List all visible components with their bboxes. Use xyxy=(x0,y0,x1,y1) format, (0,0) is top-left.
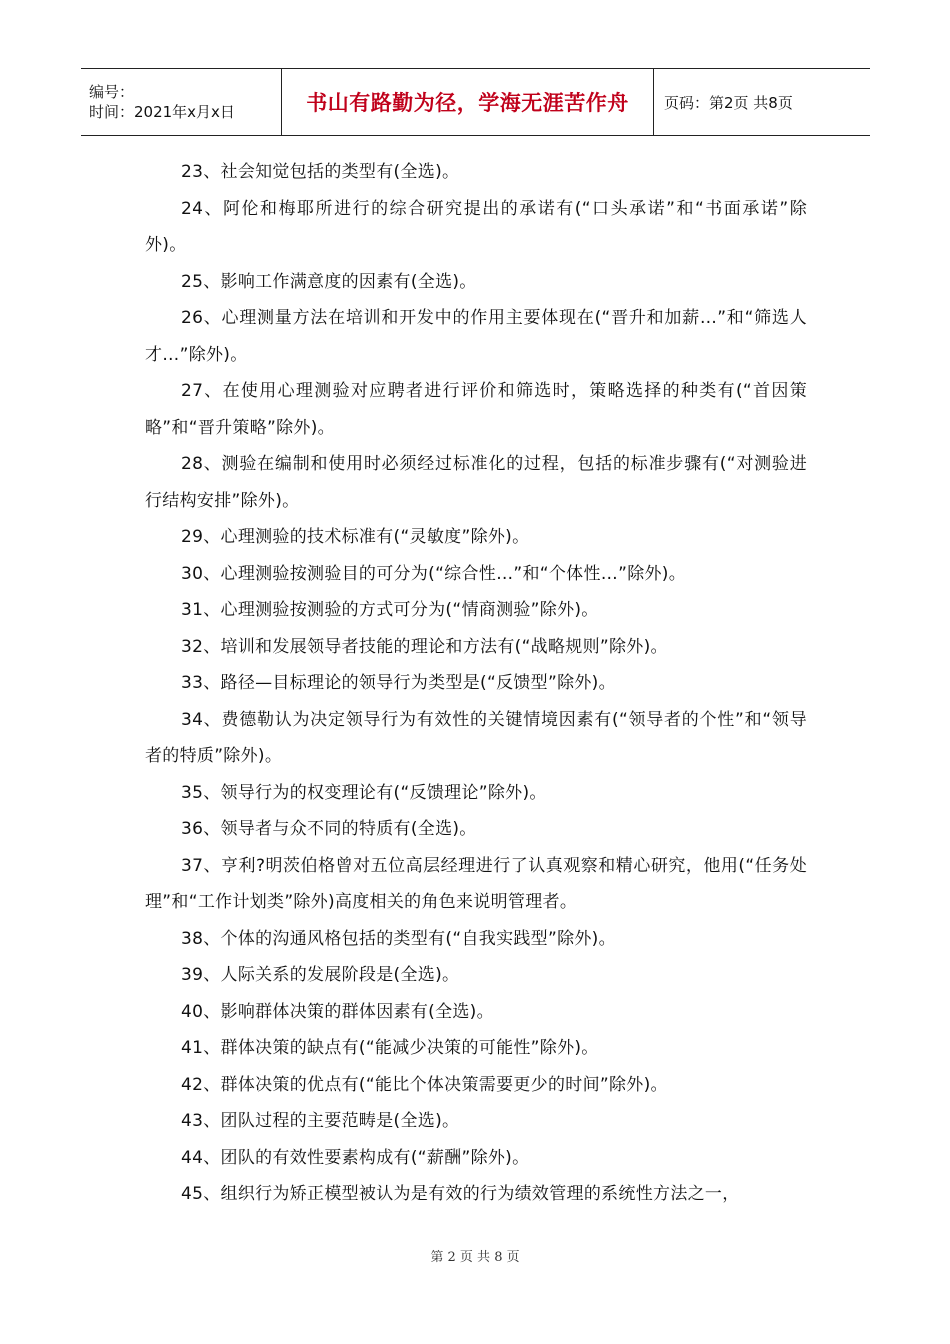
paragraph-31: 31、心理测验按测验的方式可分为(“情商测验”除外)。 xyxy=(181,600,599,620)
paragraph-38: 38、个体的沟通风格包括的类型有(“自我实践型”除外)。 xyxy=(181,928,616,949)
header-page-info: 页码：第2页 共8页 xyxy=(664,93,793,112)
paragraph-42: 42、群体决策的优点有(“能比个体决策需要更少的时间”除外)。 xyxy=(181,1074,668,1095)
header-left-cell xyxy=(81,69,282,135)
paragraph-27: 27、在使用心理测验对应聘者进行评价和筛选时，策略选择的种类有(“首因策略”和“晋升策略”除外)。 xyxy=(145,381,807,438)
paragraph-43: 43、团队过程的主要范畴是(全选)。 xyxy=(181,1111,460,1131)
paragraph-40: 40、影响群体决策的群体因素有(全选)。 xyxy=(181,1001,494,1022)
paragraph-39: 39、人际关系的发展阶段是(全选)。 xyxy=(181,965,460,985)
document-body xyxy=(145,154,807,1213)
paragraph-34: 34、费德勒认为决定领导行为有效性的关键情境因素有(“领导者的个性”和“领导者的特质”除外)。 xyxy=(145,709,807,766)
paragraph-44: 44、团队的有效性要素构成有(“薪酬”除外)。 xyxy=(181,1147,530,1168)
paragraph-37: 37、亨利?明茨伯格曾对五位高层经理进行了认真观察和精心研究，他用(“任务处理”和“工作计划类”除外)高度相关的角色来说明管理者。 xyxy=(145,855,807,912)
paragraph-35: 35、领导行为的权变理论有(“反馈理论”除外)。 xyxy=(181,782,547,803)
paragraph-26: 26、心理测量方法在培训和开发中的作用主要体现在(“晋升和加薪…”和“筛选人才…”除外)。 xyxy=(145,308,807,365)
paragraph-24: 24、阿伦和梅耶所进行的综合研究提出的承诺有(“口头承诺”和“书面承诺”除外)。 xyxy=(145,198,807,255)
paragraph-28: 28、测验在编制和使用时必须经过标准化的过程，包括的标准步骤有(“对测验进行结构安排”除外)。 xyxy=(145,454,807,511)
page-footer: 第 2 页 共 8 页 xyxy=(430,1250,520,1265)
number-label: 编号： xyxy=(89,83,135,101)
paragraph-45: 45、组织行为矫正模型被认为是有效的行为绩效管理的系统性方法之一， xyxy=(181,1184,740,1204)
paragraph-30: 30、心理测验按测验目的可分为(“综合性…”和“个体性…”除外)。 xyxy=(181,563,687,584)
page-header xyxy=(81,68,870,136)
paragraph-23: 23、社会知觉包括的类型有(全选)。 xyxy=(181,162,460,182)
paragraph-33: 33、路径—目标理论的领导行为类型是(“反馈型”除外)。 xyxy=(181,673,616,693)
date-label: 时间：2021年x月x日 xyxy=(89,103,235,121)
header-motto: 书山有路勤为径，学海无涯苦作舟 xyxy=(282,69,654,135)
paragraph-36: 36、领导者与众不同的特质有(全选)。 xyxy=(181,819,477,839)
paragraph-29: 29、心理测验的技术标准有(“灵敏度”除外)。 xyxy=(181,527,530,547)
paragraph-25: 25、影响工作满意度的因素有(全选)。 xyxy=(181,271,477,292)
paragraph-32: 32、培训和发展领导者技能的理论和方法有(“战略规则”除外)。 xyxy=(181,636,668,657)
paragraph-41: 41、群体决策的缺点有(“能减少决策的可能性”除外)。 xyxy=(181,1038,599,1058)
